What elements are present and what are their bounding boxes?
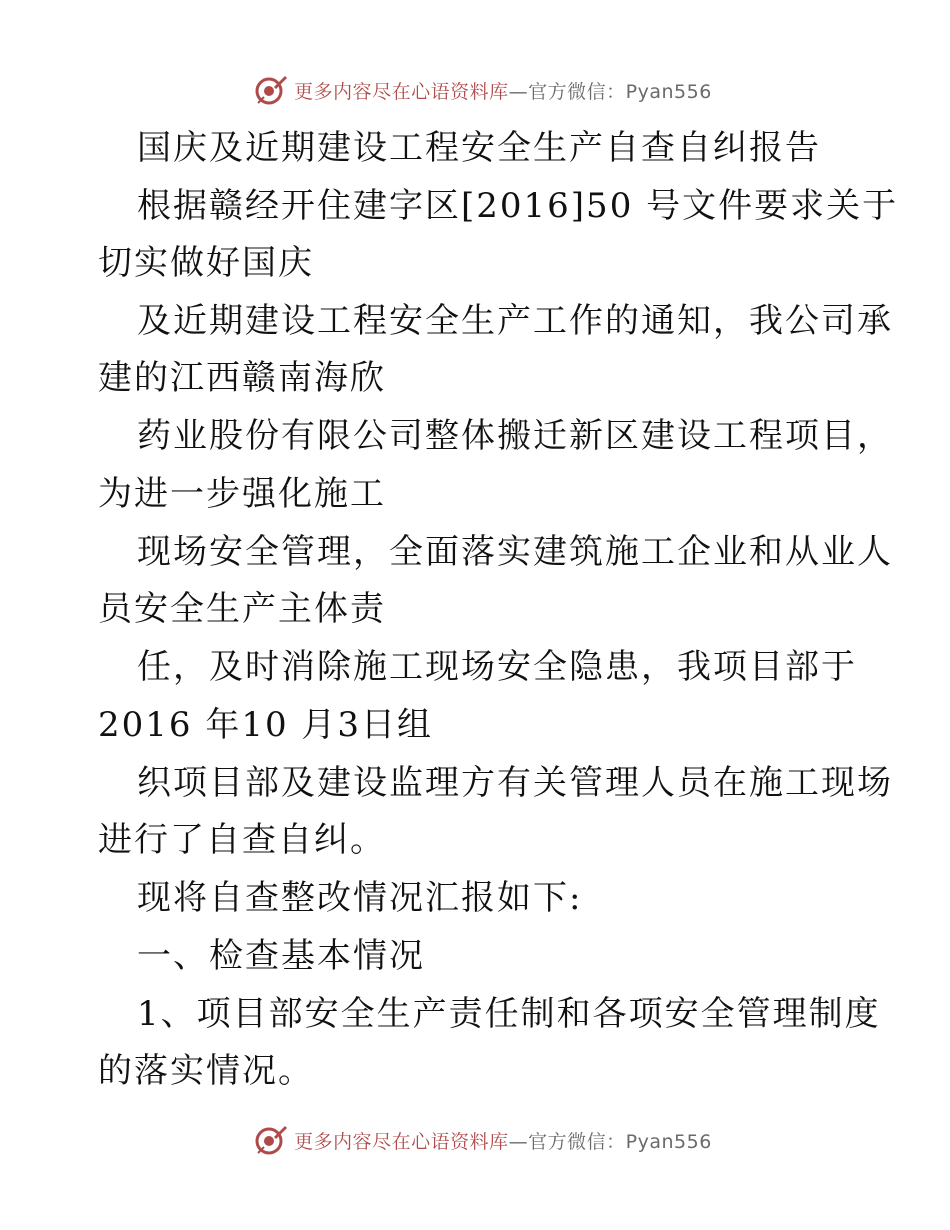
doc-line: 的落实情况。 xyxy=(98,1051,314,1091)
doc-line: 2016 年10 月3日组 xyxy=(98,705,434,745)
footer-banner-text xyxy=(294,1127,712,1154)
doc-line: 药业股份有限公司整体搬迁新区建设工程项目， xyxy=(137,416,893,456)
doc-line: 织项目部及建设监理方有关管理人员在施工现场 xyxy=(137,763,893,803)
header-banner-wechat: 官方微信：Pyan556 xyxy=(528,80,712,103)
doc-line: 1、项目部安全生产责任制和各项安全管理制度 xyxy=(137,994,881,1034)
footer-banner-wechat: 官方微信：Pyan556 xyxy=(528,1130,712,1153)
doc-line: 根据赣经开住建字区[2016]50 号文件要求关于 xyxy=(137,186,899,226)
doc-section-heading: 一、检查基本情况 xyxy=(137,936,425,976)
doc-line: 切实做好国庆 xyxy=(98,243,314,283)
doc-line: 任，及时消除施工现场安全隐患，我项目部于 xyxy=(137,647,857,687)
doc-line: 现场安全管理，全面落实建筑施工企业和从业人 xyxy=(137,532,893,572)
pen-logo-icon xyxy=(254,73,288,107)
doc-line: 员安全生产主体责 xyxy=(98,589,386,629)
footer-banner-inner xyxy=(254,1123,712,1157)
doc-line: 进行了自查自纠。 xyxy=(98,820,386,860)
header-banner-title: 更多内容尽在心语资料库 xyxy=(294,80,509,103)
doc-line: 建的江西赣南海欣 xyxy=(98,358,386,398)
footer-banner-dash: — xyxy=(508,1130,529,1153)
doc-line: 现将自查整改情况汇报如下: xyxy=(137,878,583,918)
doc-line: 及近期建设工程安全生产工作的通知，我公司承 xyxy=(137,301,893,341)
header-banner-inner xyxy=(254,73,712,107)
header-banner-text xyxy=(294,77,712,104)
header-banner xyxy=(0,70,950,110)
header-banner-dash: — xyxy=(508,80,529,103)
footer-banner xyxy=(0,1120,950,1160)
doc-line: 为进一步强化施工 xyxy=(98,474,386,514)
pen-logo-icon xyxy=(254,1123,288,1157)
doc-title: 国庆及近期建设工程安全生产自查自纠报告 xyxy=(137,128,821,168)
footer-banner-title: 更多内容尽在心语资料库 xyxy=(294,1130,509,1153)
